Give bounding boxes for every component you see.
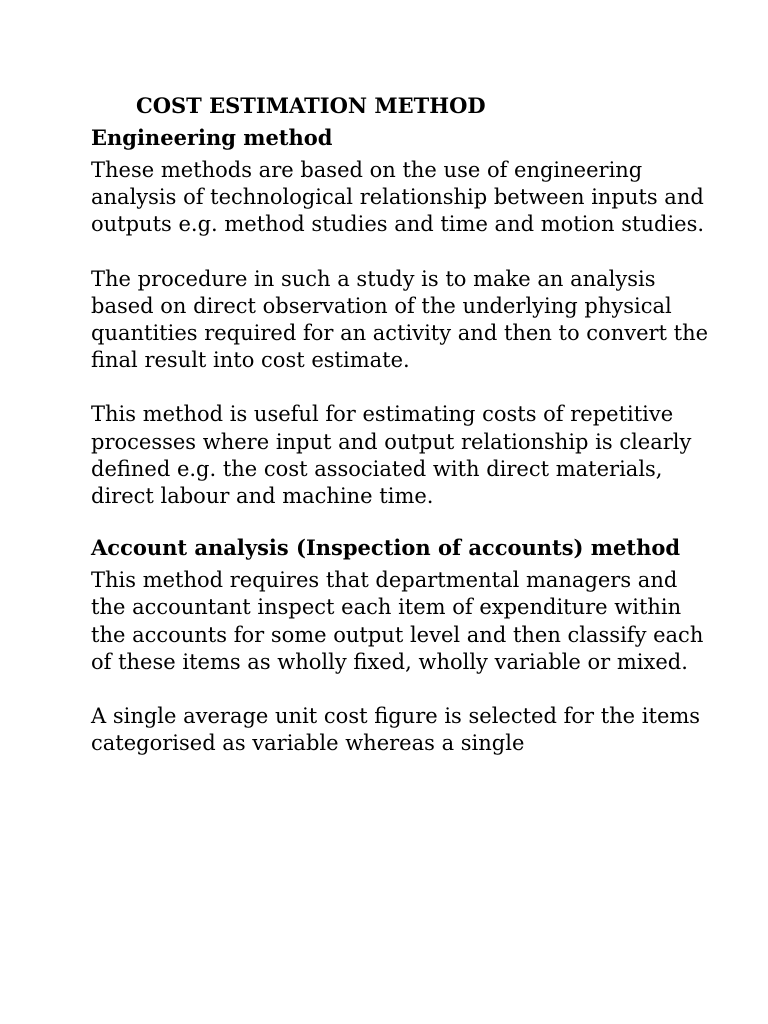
paragraph-account-2: A single average unit cost figure is selected for the items categorised as variable whereas a single	[91, 704, 701, 756]
paragraph-engineering-3: This method is useful for estimating costs of repetitive processes where input and output relationship is clearly defined e.g. the cost associated with direct materials, direct labour and machine time.	[91, 402, 692, 509]
section-heading-account-analysis: Account analysis (Inspection of accounts) method	[91, 535, 681, 561]
paragraph-engineering-2: The procedure in such a study is to make an analysis based on direct observation of the underlying physical quantities required for an activity and then to convert the final result into cost estimate.	[91, 266, 709, 373]
document-title: COST ESTIMATION METHOD	[136, 93, 486, 118]
paragraph-account-1: This method requires that departmental managers and the accountant inspect each item of expenditure within the accounts for some output level and then classify each of these items as wholly fixed, wholly variable or mixed.	[91, 568, 704, 674]
document-page	[91, 92, 711, 757]
section-heading-engineering-method: Engineering method	[91, 125, 333, 150]
paragraph-engineering-1: These methods are based on the use of engineering analysis of technological relationship between inputs and outputs e.g. method studies and time and motion studies.	[91, 158, 705, 237]
